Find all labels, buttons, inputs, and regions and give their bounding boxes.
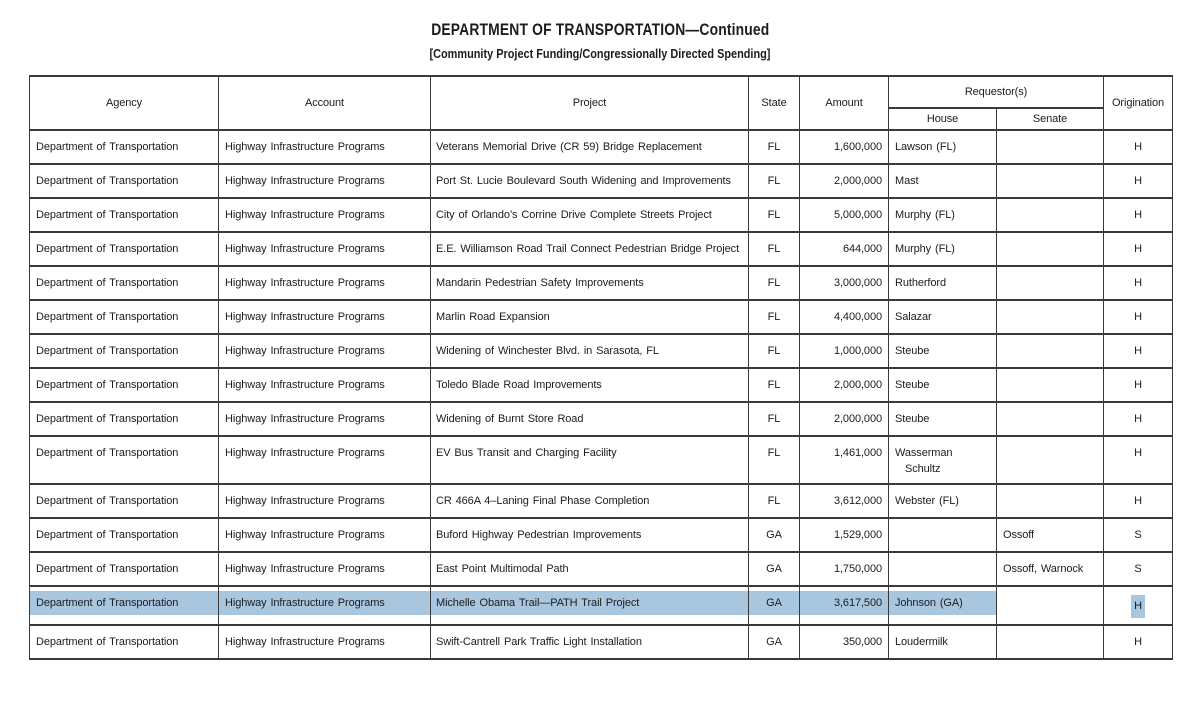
table-row[interactable] <box>30 368 1173 402</box>
column-header-house: House <box>889 108 997 130</box>
table-row[interactable] <box>30 300 1173 334</box>
table-row[interactable] <box>30 518 1173 552</box>
senate-requestor-cell <box>997 130 1104 164</box>
house-requestor-cell: Salazar <box>889 300 997 334</box>
house-requestor-cell: Webster (FL) <box>889 484 997 518</box>
amount-cell: 1,600,000 <box>800 130 889 164</box>
state-cell: GA <box>749 552 800 586</box>
project-cell: City of Orlando’s Corrine Drive Complete Streets Project <box>431 198 749 232</box>
senate-requestor-cell <box>997 300 1104 334</box>
project-cell: Mandarin Pedestrian Safety Improvements <box>431 266 749 300</box>
account-cell: Highway Infrastructure Programs <box>219 164 431 198</box>
account-cell: Highway Infrastructure Programs <box>219 518 431 552</box>
origination-value: H <box>1131 595 1145 618</box>
house-requestor-cell: Steube <box>889 334 997 368</box>
account-cell: Highway Infrastructure Programs <box>219 484 431 518</box>
origination-value: H <box>1134 141 1142 153</box>
state-cell: FL <box>749 130 800 164</box>
account-cell: Highway Infrastructure Programs <box>219 232 431 266</box>
house-requestor-cell <box>889 518 997 552</box>
agency-cell: Department of Transportation <box>30 164 219 198</box>
account-cell: Highway Infrastructure Programs <box>219 586 431 625</box>
table-row[interactable] <box>30 484 1173 518</box>
amount-cell: 1,529,000 <box>800 518 889 552</box>
origination-cell <box>1104 436 1173 484</box>
project-cell: Veterans Memorial Drive (CR 59) Bridge Replacement <box>431 130 749 164</box>
house-requestor-cell: Lawson (FL) <box>889 130 997 164</box>
origination-value: H <box>1134 379 1142 391</box>
house-requestor-cell: Rutherford <box>889 266 997 300</box>
project-cell: EV Bus Transit and Charging Facility <box>431 436 749 484</box>
amount-cell: 2,000,000 <box>800 368 889 402</box>
table-row[interactable] <box>30 164 1173 198</box>
origination-cell <box>1104 198 1173 232</box>
account-cell: Highway Infrastructure Programs <box>219 436 431 484</box>
project-cell: Widening of Burnt Store Road <box>431 402 749 436</box>
column-header-project: Project <box>431 76 749 130</box>
origination-cell <box>1104 484 1173 518</box>
table-row[interactable] <box>30 232 1173 266</box>
column-header-state: State <box>749 76 800 130</box>
table-row[interactable] <box>30 625 1173 659</box>
agency-cell: Department of Transportation <box>30 436 219 484</box>
senate-requestor-cell: Ossoff <box>997 518 1104 552</box>
state-cell: GA <box>749 586 800 625</box>
state-cell: FL <box>749 436 800 484</box>
amount-cell: 1,750,000 <box>800 552 889 586</box>
origination-value: H <box>1134 209 1142 221</box>
amount-cell: 2,000,000 <box>800 164 889 198</box>
state-cell: FL <box>749 198 800 232</box>
state-cell: FL <box>749 368 800 402</box>
house-requestor-cell: Murphy (FL) <box>889 232 997 266</box>
senate-requestor-cell <box>997 625 1104 659</box>
state-cell: FL <box>749 164 800 198</box>
account-cell: Highway Infrastructure Programs <box>219 402 431 436</box>
page-subtitle: [Community Project Funding/Congressionally Directed Spending] <box>429 46 771 61</box>
house-requestor-cell <box>889 552 997 586</box>
account-cell: Highway Infrastructure Programs <box>219 625 431 659</box>
account-cell: Highway Infrastructure Programs <box>219 334 431 368</box>
origination-cell <box>1104 625 1173 659</box>
senate-requestor-cell <box>997 436 1104 484</box>
origination-value: H <box>1134 277 1142 289</box>
senate-requestor-cell <box>997 232 1104 266</box>
project-cell: Port St. Lucie Boulevard South Widening and Improvements <box>431 164 749 198</box>
page-title: DEPARTMENT OF TRANSPORTATION—Continued <box>430 21 770 39</box>
project-cell: Toledo Blade Road Improvements <box>431 368 749 402</box>
column-header-requestors: Requestor(s) <box>889 76 1104 108</box>
column-header-agency: Agency <box>30 76 219 130</box>
amount-cell: 1,000,000 <box>800 334 889 368</box>
account-cell: Highway Infrastructure Programs <box>219 198 431 232</box>
project-cell: E.E. Williamson Road Trail Connect Pedestrian Bridge Project <box>431 232 749 266</box>
state-cell: FL <box>749 334 800 368</box>
document-header <box>0 0 1200 63</box>
table-row[interactable] <box>30 552 1173 586</box>
amount-cell: 644,000 <box>800 232 889 266</box>
origination-value: S <box>1134 563 1142 575</box>
column-header-account: Account <box>219 76 431 130</box>
state-cell: FL <box>749 300 800 334</box>
project-cell: East Point Multimodal Path <box>431 552 749 586</box>
project-cell: Michelle Obama Trail—PATH Trail Project <box>431 586 749 625</box>
state-cell: FL <box>749 402 800 436</box>
amount-cell: 1,461,000 <box>800 436 889 484</box>
origination-value: H <box>1134 447 1142 459</box>
table-row[interactable] <box>30 402 1173 436</box>
amount-cell: 3,612,000 <box>800 484 889 518</box>
origination-value: S <box>1134 529 1142 541</box>
origination-cell <box>1104 368 1173 402</box>
project-cell: Marlin Road Expansion <box>431 300 749 334</box>
project-cell: Swift-Cantrell Park Traffic Light Installation <box>431 625 749 659</box>
project-cell: CR 466A 4–Laning Final Phase Completion <box>431 484 749 518</box>
origination-cell <box>1104 552 1173 586</box>
table-row[interactable] <box>30 266 1173 300</box>
origination-cell <box>1104 518 1173 552</box>
agency-cell: Department of Transportation <box>30 334 219 368</box>
house-requestor-cell: Mast <box>889 164 997 198</box>
account-cell: Highway Infrastructure Programs <box>219 552 431 586</box>
account-cell: Highway Infrastructure Programs <box>219 300 431 334</box>
origination-cell <box>1104 402 1173 436</box>
amount-cell: 3,617,500 <box>800 586 889 625</box>
account-cell: Highway Infrastructure Programs <box>219 266 431 300</box>
account-cell: Highway Infrastructure Programs <box>219 368 431 402</box>
origination-value: H <box>1134 636 1142 648</box>
table-row[interactable] <box>30 130 1173 164</box>
senate-requestor-cell <box>997 368 1104 402</box>
state-cell: FL <box>749 484 800 518</box>
house-requestor-cell: Loudermilk <box>889 625 997 659</box>
amount-cell: 2,000,000 <box>800 402 889 436</box>
agency-cell: Department of Transportation <box>30 300 219 334</box>
house-requestor-cell: Johnson (GA) <box>889 586 997 625</box>
column-header-origination: Origination <box>1104 76 1173 130</box>
origination-cell <box>1104 586 1173 625</box>
table-row[interactable] <box>30 436 1173 484</box>
agency-cell: Department of Transportation <box>30 625 219 659</box>
senate-requestor-cell <box>997 402 1104 436</box>
senate-requestor-cell <box>997 484 1104 518</box>
origination-cell <box>1104 130 1173 164</box>
senate-requestor-cell <box>997 334 1104 368</box>
senate-requestor-cell <box>997 164 1104 198</box>
agency-cell: Department of Transportation <box>30 198 219 232</box>
origination-cell <box>1104 300 1173 334</box>
state-cell: FL <box>749 266 800 300</box>
table-row[interactable] <box>30 198 1173 232</box>
agency-cell: Department of Transportation <box>30 402 219 436</box>
origination-value: H <box>1134 413 1142 425</box>
origination-cell <box>1104 232 1173 266</box>
amount-cell: 3,000,000 <box>800 266 889 300</box>
amount-cell: 5,000,000 <box>800 198 889 232</box>
table-row[interactable] <box>30 334 1173 368</box>
house-requestor-cell: Wasserman Schultz <box>889 436 997 484</box>
origination-value: H <box>1134 175 1142 187</box>
origination-cell <box>1104 266 1173 300</box>
account-cell: Highway Infrastructure Programs <box>219 130 431 164</box>
project-cell: Widening of Winchester Blvd. in Sarasota, FL <box>431 334 749 368</box>
column-header-amount: Amount <box>800 76 889 130</box>
project-cell: Buford Highway Pedestrian Improvements <box>431 518 749 552</box>
state-cell: GA <box>749 518 800 552</box>
agency-cell: Department of Transportation <box>30 518 219 552</box>
agency-cell: Department of Transportation <box>30 586 219 625</box>
senate-requestor-cell <box>997 586 1104 625</box>
column-header-senate: Senate <box>997 108 1104 130</box>
agency-cell: Department of Transportation <box>30 484 219 518</box>
origination-cell <box>1104 334 1173 368</box>
house-requestor-cell: Steube <box>889 402 997 436</box>
origination-value: H <box>1134 345 1142 357</box>
origination-value: H <box>1134 243 1142 255</box>
amount-cell: 350,000 <box>800 625 889 659</box>
table-header <box>30 76 1173 130</box>
agency-cell: Department of Transportation <box>30 130 219 164</box>
agency-cell: Department of Transportation <box>30 266 219 300</box>
origination-value: H <box>1134 495 1142 507</box>
agency-cell: Department of Transportation <box>30 232 219 266</box>
house-requestor-cell: Murphy (FL) <box>889 198 997 232</box>
table-row[interactable] <box>30 586 1173 625</box>
house-requestor-cell: Steube <box>889 368 997 402</box>
state-cell: FL <box>749 232 800 266</box>
origination-value: H <box>1134 311 1142 323</box>
funding-table-body <box>30 130 1173 659</box>
state-cell: GA <box>749 625 800 659</box>
senate-requestor-cell <box>997 198 1104 232</box>
senate-requestor-cell: Ossoff, Warnock <box>997 552 1104 586</box>
funding-table <box>29 75 1173 660</box>
origination-cell <box>1104 164 1173 198</box>
agency-cell: Department of Transportation <box>30 552 219 586</box>
amount-cell: 4,400,000 <box>800 300 889 334</box>
agency-cell: Department of Transportation <box>30 368 219 402</box>
senate-requestor-cell <box>997 266 1104 300</box>
